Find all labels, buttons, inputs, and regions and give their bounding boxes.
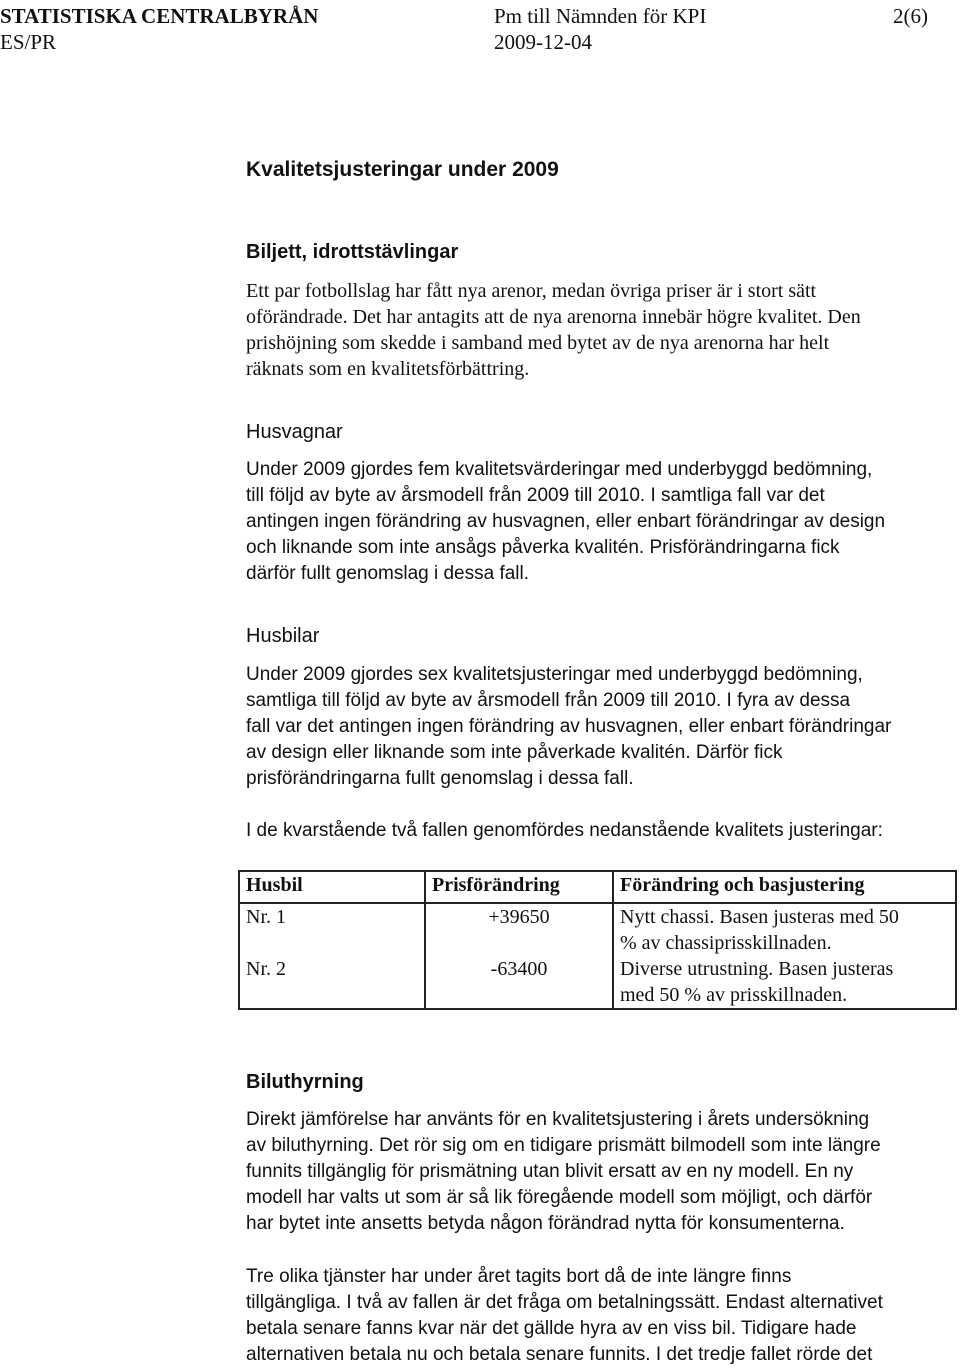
text-line: Ett par fotbollslag har fått nya arenor, medan övriga priser är i stort sätt	[246, 280, 817, 302]
table-row	[239, 956, 956, 1009]
cell-vehicle: Nr. 2	[239, 956, 425, 1009]
memo-title: Pm till Nämnden för KPI	[494, 4, 707, 28]
table-row	[239, 903, 956, 956]
text-line: har bytet inte ansetts betyda någon förändrad nytta för konsumenterna.	[246, 1213, 845, 1234]
page-number: 2(6)	[893, 4, 928, 28]
text-line: fall var det antingen ingen förändring av husvagnen, eller enbart förändringar	[246, 716, 892, 737]
document-title: Kvalitetsjusteringar under 2009	[246, 158, 559, 181]
section-heading-husvagnar: Husvagnar	[246, 421, 343, 443]
table-header-row	[239, 871, 956, 903]
text-line: och liknande som inte ansågs påverka kvalitén. Prisförändringarna fick	[246, 537, 840, 558]
text-line: antingen ingen förändring av husvagnen, eller enbart förändringar av design	[246, 511, 886, 532]
text-line: Under 2009 gjordes fem kvalitetsvärderingar med underbyggd bedömning,	[246, 459, 873, 480]
text-line: av biluthyrning. Det rör sig om en tidigare prismätt bilmodell som inte längre	[246, 1135, 881, 1156]
text-line: till följd av byte av årsmodell från 2009 till 2010. I samtliga fall var det	[246, 485, 825, 506]
memo-date: 2009-12-04	[494, 30, 592, 54]
section-heading-biljett: Biljett, idrottstävlingar	[246, 241, 459, 263]
paragraph-husbilar	[246, 662, 891, 792]
column-header-husbil: Husbil	[239, 871, 425, 903]
cell-price-change: -63400	[425, 956, 613, 1009]
text-line: oförändrade. Det har antagits att de nya arenorna innebär högre kvalitet. Den	[246, 306, 861, 328]
cell-vehicle: Nr. 1	[239, 903, 425, 956]
paragraph-biluthyrning-2	[246, 1264, 883, 1368]
text-line: prishöjning som skedde i samband med bytet av de nya arenorna har helt	[246, 332, 830, 354]
description-line: med 50 % av prisskillnaden.	[620, 984, 848, 1006]
text-line: betala senare fanns kvar när det gällde hyra av en viss bil. Tidigare hade	[246, 1318, 857, 1339]
text-line: alternativen betala nu och betala senare funnits. I det tredje fallet rörde det	[246, 1344, 873, 1365]
text-line: modell har valts ut som är så lik föregående modell som möjligt, och därför	[246, 1187, 873, 1208]
department-code: ES/PR	[0, 30, 57, 54]
organization-name: STATISTISKA CENTRALBYRÅN	[0, 4, 319, 28]
section-heading-husbilar: Husbilar	[246, 625, 320, 647]
paragraph-biljett	[246, 278, 861, 382]
paragraph-biluthyrning-1	[246, 1107, 881, 1237]
paragraph-husvagnar	[246, 457, 885, 587]
description-line: % av chassiprisskillnaden.	[620, 932, 832, 954]
text-line: funnits tillgänglig för prismätning utan blivit ersatt av en ny modell. En ny	[246, 1161, 854, 1182]
text-line: av design eller liknande som inte påverkade kvalitén. Därför fick	[246, 742, 783, 763]
text-line: samtliga till följd av byte av årsmodell från 2009 till 2010. I fyra av dessa	[246, 690, 851, 711]
description-line: Diverse utrustning. Basen justeras	[620, 958, 894, 980]
text-line: tillgängliga. I två av fallen är det fråga om betalningssätt. Endast alternativet	[246, 1292, 883, 1313]
cell-description	[613, 956, 956, 1009]
column-header-forandring: Förändring och basjustering	[613, 871, 956, 903]
description-line: Nytt chassi. Basen justeras med 50	[620, 906, 899, 928]
quality-adjustment-table	[238, 870, 957, 1010]
text-line: prisförändringarna fullt genomslag i dessa fall.	[246, 768, 634, 789]
text-line: Under 2009 gjordes sex kvalitetsjusteringar med underbyggd bedömning,	[246, 664, 863, 685]
text-line: därför fullt genomslag i dessa fall.	[246, 563, 530, 584]
column-header-prisforandring: Prisförändring	[425, 871, 613, 903]
text-line: Tre olika tjänster har under året tagits bort då de inte längre finns	[246, 1266, 792, 1287]
cell-description	[613, 903, 956, 956]
text-line: räknats som en kvalitetsförbättring.	[246, 358, 530, 380]
cell-price-change: +39650	[425, 903, 613, 956]
text-line: Direkt jämförelse har använts för en kvalitetsjustering i årets undersökning	[246, 1109, 870, 1130]
table-intro: I de kvarstående två fallen genomfördes nedanstående kvalitets justeringar:	[246, 820, 883, 841]
section-heading-biluthyrning: Biluthyrning	[246, 1071, 364, 1093]
